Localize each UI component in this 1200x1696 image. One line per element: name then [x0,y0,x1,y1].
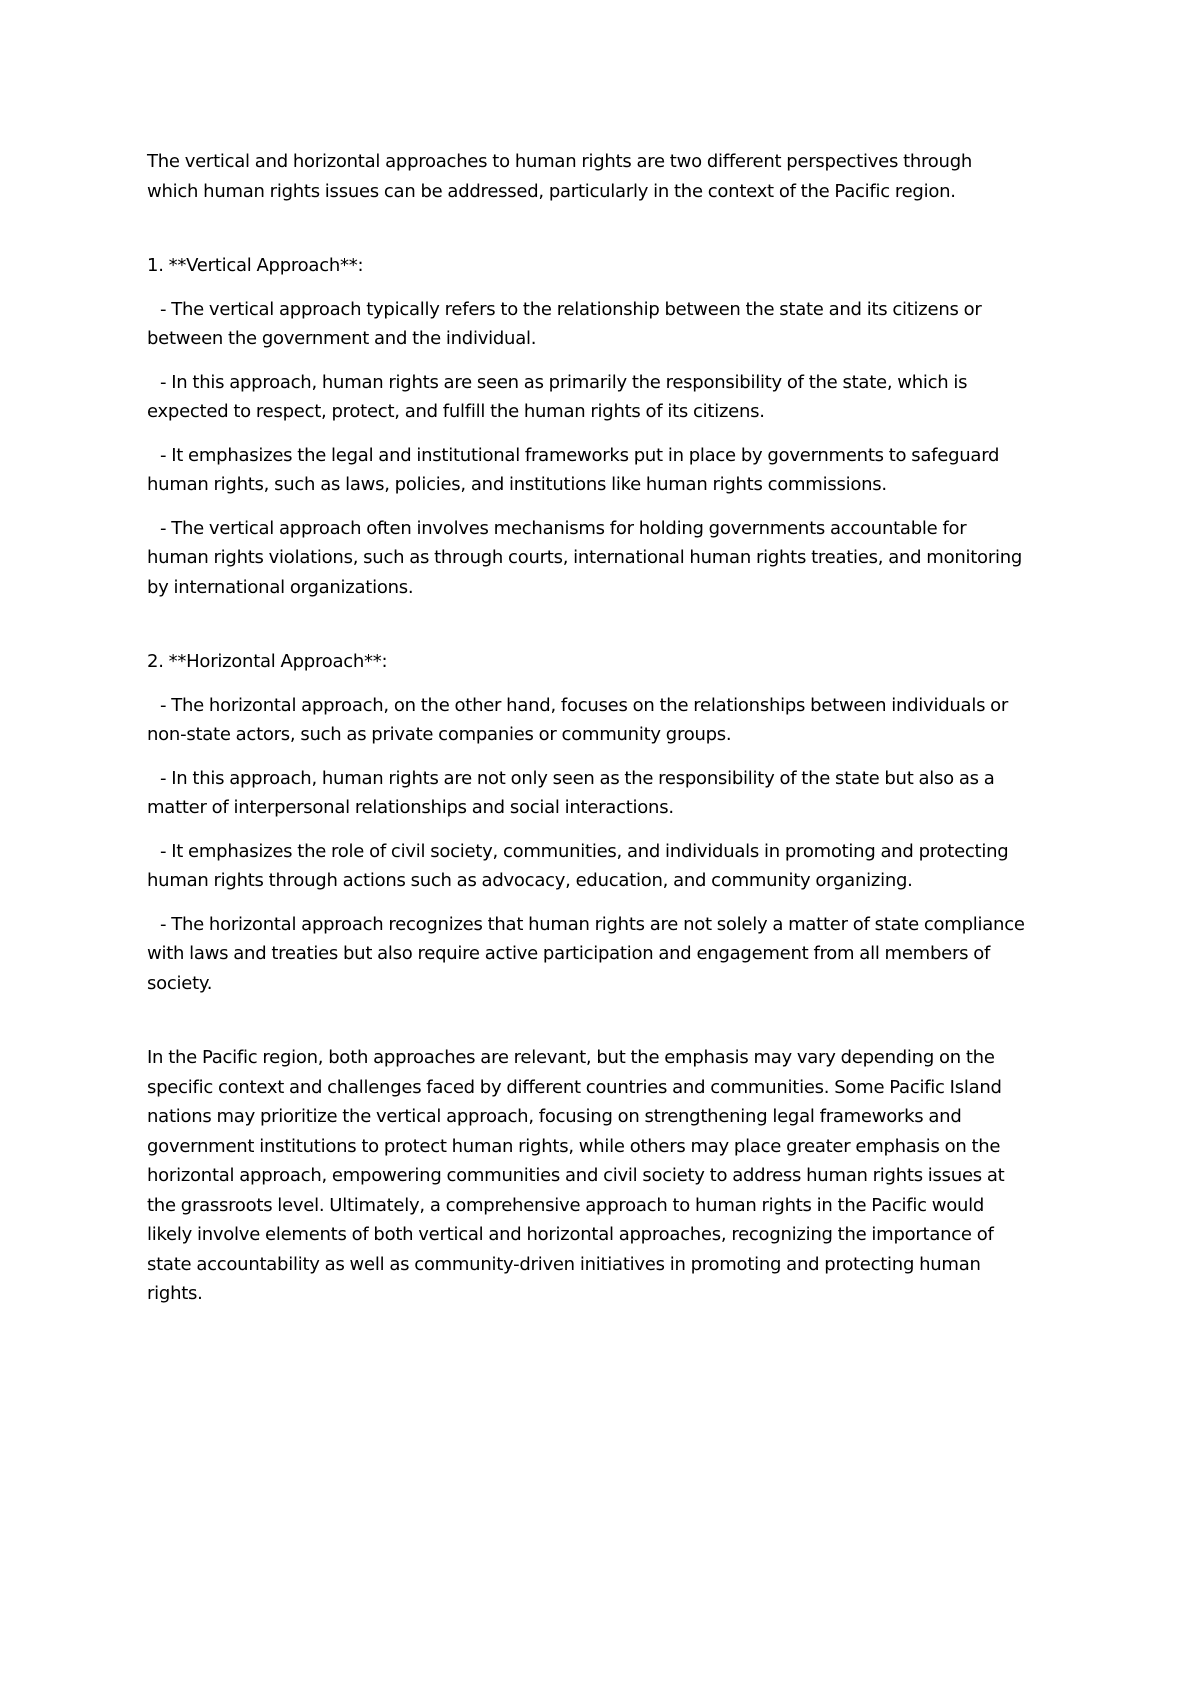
text-line: specific context and challenges faced by different countries and communities. Some Pacific Island [147,1076,1002,1098]
bullet-point [147,368,1067,427]
text-line: human rights through actions such as advocacy, education, and community organizing. [147,870,913,891]
text-line: matter of interpersonal relationships and social interactions. [147,797,674,818]
spacer [147,427,1067,441]
text-line: - The horizontal approach, on the other hand, focuses on the relationships between individuals or [160,694,1009,716]
bullet-point [147,441,1067,500]
text-line: between the government and the individual. [147,328,537,349]
text-line: non-state actors, such as private companies or community groups. [147,724,732,745]
text-line: - In this approach, human rights are seen as primarily the responsibility of the state, which is [160,371,968,393]
text-line: horizontal approach, empowering communities and civil society to address human rights issues at [147,1165,1005,1186]
bullet-point [147,837,1067,896]
text-line: - The vertical approach typically refers to the relationship between the state and its citizens or [160,298,982,320]
spacer [147,206,1067,251]
bullet-point [147,691,1067,750]
text-line: the grassroots level. Ultimately, a comprehensive approach to human rights in the Pacific would [147,1194,985,1216]
section-heading-horizontal: 2. **Horizontal Approach**: [147,651,388,672]
text-line: - It emphasizes the legal and institutional frameworks put in place by governments to safeguard [160,444,1000,466]
text-line: The vertical and horizontal approaches to human rights are two different perspectives through [147,151,973,172]
text-line: In the Pacific region, both approaches are relevant, but the emphasis may vary depending on the [147,1047,995,1068]
text-line: state accountability as well as community-driven initiatives in promoting and protecting human [147,1253,981,1275]
text-line: nations may prioritize the vertical approach, focusing on strengthening legal frameworks and [147,1106,962,1127]
spacer [147,281,1067,295]
text-line: human rights violations, such as through courts, international human rights treaties, and monitoring [147,547,1023,568]
spacer [147,354,1067,368]
text-line: human rights, such as laws, policies, and institutions like human rights commissions. [147,474,887,495]
text-line: - The horizontal approach recognizes that human rights are not solely a matter of state compliance [160,913,1025,935]
bullet-point [147,295,1067,354]
spacer [147,823,1067,837]
text-line: - The vertical approach often involves mechanisms for holding governments accountable for [160,517,967,539]
text-line: which human rights issues can be addressed, particularly in the context of the Pacific region. [147,180,956,202]
spacer [147,500,1067,514]
spacer [147,750,1067,764]
document-body [147,147,1067,1309]
spacer [147,998,1067,1043]
spacer [147,677,1067,691]
bullet-point [147,764,1067,823]
text-line: society. [147,972,213,994]
text-line: with laws and treaties but also require active participation and engagement from all members of [147,943,991,964]
conclusion-paragraph [147,1043,1067,1309]
bullet-point [147,910,1067,999]
text-line: rights. [147,1283,203,1304]
text-line: government institutions to protect human rights, while others may place greater emphasis on the [147,1135,1001,1157]
text-line: - In this approach, human rights are not only seen as the responsibility of the state but also as a [160,767,995,789]
text-line: expected to respect, protect, and fulfill the human rights of its citizens. [147,401,765,422]
bullet-point [147,514,1067,603]
spacer [147,896,1067,910]
intro-paragraph [147,147,1067,206]
spacer [147,602,1067,647]
text-line: by international organizations. [147,576,414,598]
section-heading-vertical: 1. **Vertical Approach**: [147,255,364,276]
text-line: likely involve elements of both vertical and horizontal approaches, recognizing the importance of [147,1224,994,1245]
text-line: - It emphasizes the role of civil society, communities, and individuals in promoting and protecting [160,840,1009,862]
